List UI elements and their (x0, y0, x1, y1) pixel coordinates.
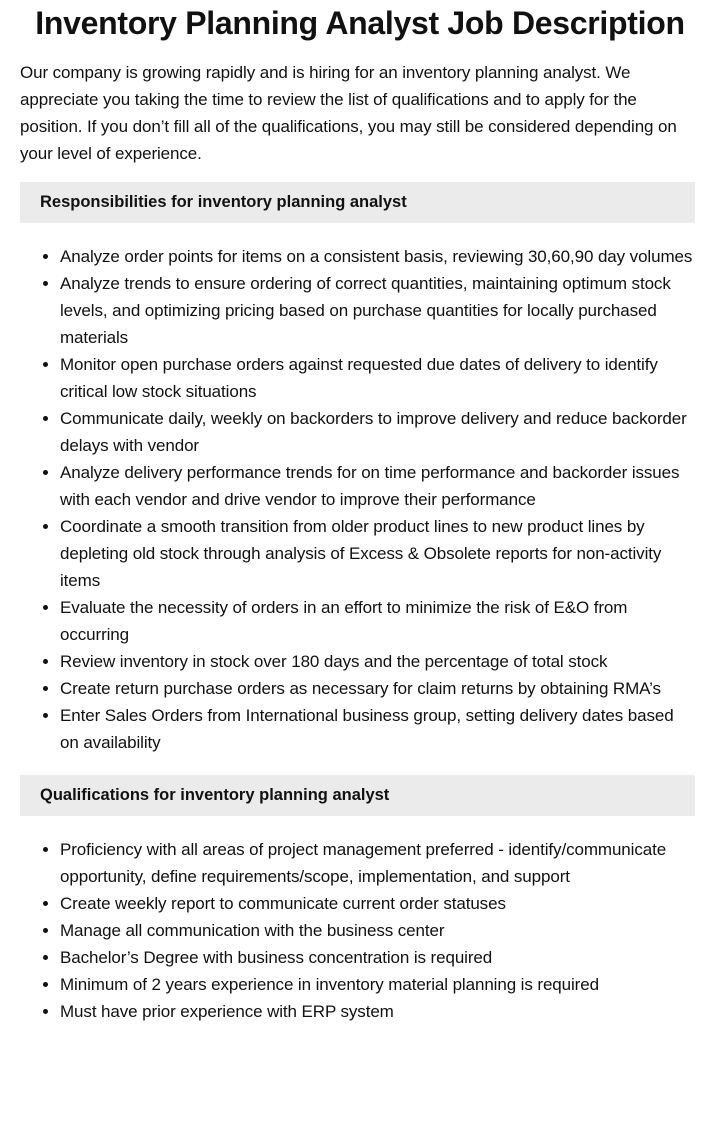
intro-paragraph: Our company is growing rapidly and is hiring for an inventory planning analyst. We appreciate you taking the time to review the list of qualifications and to apply for the position. If you don’t fill all of the qualifications, you may still be considered depending on your level of experience. (20, 63, 677, 163)
list-item: • Communicate daily, weekly on backorders to improve delivery and reduce backorder delays with vendor (60, 405, 696, 459)
list-item: • Bachelor’s Degree with business concentration is required (60, 944, 696, 971)
list-item: • Evaluate the necessity of orders in an effort to minimize the risk of E&O from occurring (60, 594, 696, 648)
responsibilities-heading: Responsibilities for inventory planning analyst (20, 182, 695, 223)
list-item: • Create weekly report to communicate current order statuses (60, 890, 696, 917)
list-item: • Must have prior experience with ERP system (60, 998, 696, 1025)
list-item: • Analyze trends to ensure ordering of correct quantities, maintaining optimum stock levels, and optimizing pricing based on purchase quantities for locally purchased materials (60, 270, 696, 351)
qualifications-list (0, 836, 696, 1025)
list-item: • Enter Sales Orders from International business group, setting delivery dates based on availability (60, 702, 696, 756)
page-title: Inventory Planning Analyst Job Description (35, 5, 685, 41)
responsibilities-list (0, 243, 696, 756)
list-item: • Monitor open purchase orders against requested due dates of delivery to identify critical low stock situations (60, 351, 696, 405)
list-item: • Manage all communication with the business center (60, 917, 696, 944)
list-item: • Minimum of 2 years experience in inventory material planning is required (60, 971, 696, 998)
list-item: • Analyze order points for items on a consistent basis, reviewing 30,60,90 day volumes (60, 243, 696, 270)
qualifications-heading: Qualifications for inventory planning analyst (20, 775, 695, 816)
list-item: • Create return purchase orders as necessary for claim returns by obtaining RMA’s (60, 675, 696, 702)
list-item: • Proficiency with all areas of project management preferred - identify/communicate opportunity, define requirements/scope, implementation, and support (60, 836, 696, 890)
list-item: • Coordinate a smooth transition from older product lines to new product lines by depleting old stock through analysis of Excess & Obsolete reports for non-activity items (60, 513, 696, 594)
list-item: • Review inventory in stock over 180 days and the percentage of total stock (60, 648, 696, 675)
list-item: • Analyze delivery performance trends for on time performance and backorder issues with each vendor and drive vendor to improve their performance (60, 459, 696, 513)
